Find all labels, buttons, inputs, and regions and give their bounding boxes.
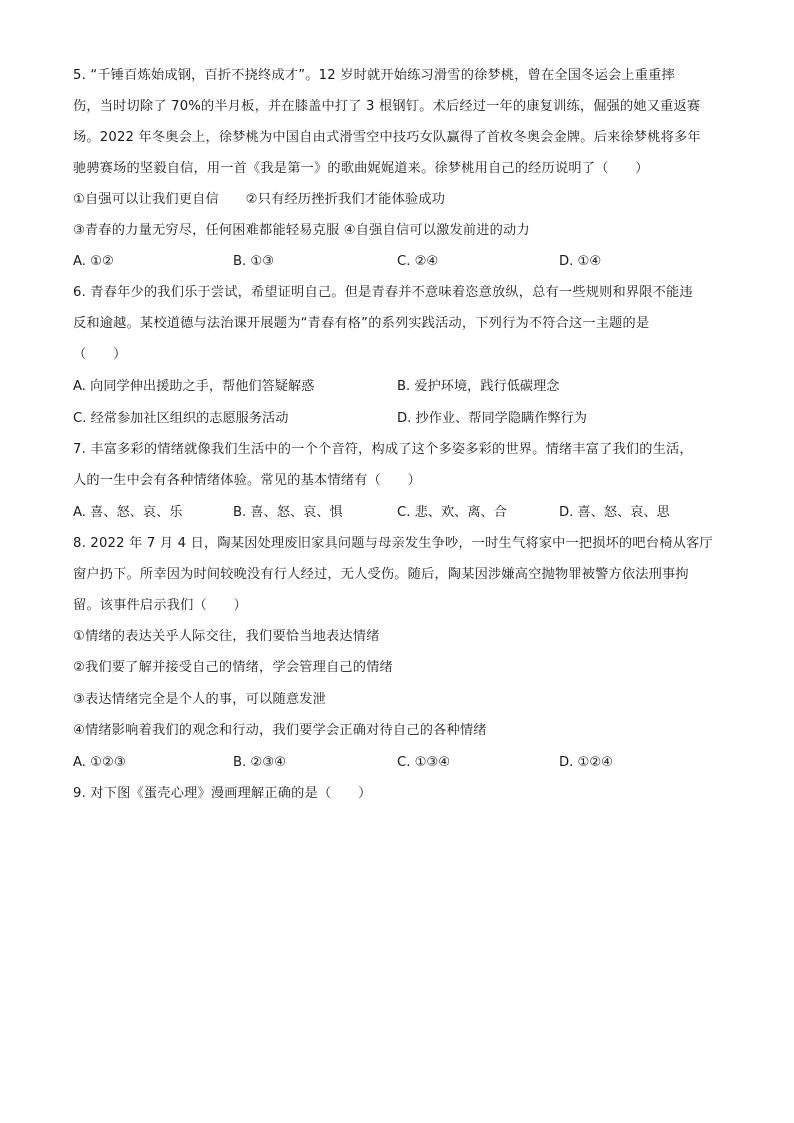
q5-option-a: A. ①② xyxy=(73,254,114,269)
q7-option-b: B. 喜、怒、哀、惧 xyxy=(233,505,343,520)
q5-stem-line-3: 场。2022 年冬奥会上，徐梦桃为中国自由式滑雪空中技巧女队赢得了首枚冬奥会金牌。后来徐梦桃将多年 xyxy=(73,130,701,145)
q8-stem-line-3: 留。该事件启示我们（ ） xyxy=(73,598,248,613)
q5-option-b: B. ①③ xyxy=(233,254,275,269)
q7-option-a: A. 喜、怒、哀、乐 xyxy=(73,505,183,520)
q8-statement-4: ④情绪影响着我们的观念和行动，我们要学会正确对待自己的各种情绪 xyxy=(73,723,487,738)
q8-option-d: D. ①②④ xyxy=(559,755,614,770)
q8-option-c: C. ①③④ xyxy=(397,755,451,770)
q6-option-d: D. 抄作业、帮同学隐瞒作弊行为 xyxy=(397,411,587,426)
q9-stem-line-1: 9. 对下图《蛋壳心理》漫画理解正确的是（ ） xyxy=(73,786,372,801)
q8-statement-1: ①情绪的表达关乎人际交往，我们要恰当地表达情绪 xyxy=(73,629,380,644)
q7-stem-line-2: 人的一生中会有各种情绪体验。常见的基本情绪有（ ） xyxy=(73,473,422,488)
q8-statement-3: ③表达情绪完全是个人的事，可以随意发泄 xyxy=(73,692,326,707)
q8-stem-line-1: 8. 2022 年 7 月 4 日，陶某因处理废旧家具问题与母亲发生争吵，一时生气将家中一把损坏的吧台椅从客厅 xyxy=(73,536,713,551)
q6-stem-line-3: （ ） xyxy=(73,347,127,362)
q5-option-c: C. ②④ xyxy=(397,254,439,269)
q8-stem-line-2: 窗户扔下。所幸因为时间较晚没有行人经过，无人受伤。随后，陶某因涉嫌高空抛物罪被警方依法刑事拘 xyxy=(73,567,689,582)
q5-stem-line-1: 5. “千锤百炼始成钢，百折不挠终成才”。12 岁时就开始练习滑雪的徐梦桃，曾在全国冬运会上重重摔 xyxy=(73,68,675,83)
q5-option-d: D. ①④ xyxy=(559,254,602,269)
q6-stem-line-1: 6. 青春年少的我们乐于尝试，希望证明自己。但是青春并不意味着恣意放纵，总有一些规则和界限不能违 xyxy=(73,285,693,300)
q6-option-a: A. 向同学伸出援助之手，帮他们答疑解惑 xyxy=(73,379,315,394)
q5-statement-line-1: ①自强可以让我们更自信 ②只有经历挫折我们才能体验成功 xyxy=(73,192,446,207)
q5-stem-line-2: 伤，当时切除了 70%的半月板，并在膝盖中打了 3 根钢钉。术后经过一年的康复训练，倔强的她又重返赛 xyxy=(73,99,701,114)
q8-option-b: B. ②③④ xyxy=(233,755,286,770)
q6-stem-line-2: 反和逾越。某校道德与法治课开展题为“青春有格”的系列实践活动，下列行为不符合这一主题的是 xyxy=(73,316,650,331)
q6-option-c: C. 经常参加社区组织的志愿服务活动 xyxy=(73,411,289,426)
q5-stem-line-4: 驰骋赛场的坚毅自信，用一首《我是第一》的歌曲娓娓道来。徐梦桃用自己的经历说明了（ ） xyxy=(73,161,649,176)
q6-option-b: B. 爱护环境，践行低碳理念 xyxy=(397,379,560,394)
q7-option-c: C. 悲、欢、离、合 xyxy=(397,505,507,520)
q7-option-d: D. 喜、怒、哀、思 xyxy=(559,505,670,520)
q8-statement-2: ②我们要了解并接受自己的情绪，学会管理自己的情绪 xyxy=(73,660,393,675)
q7-stem-line-1: 7. 丰富多彩的情绪就像我们生活中的一个个音符，构成了这个多姿多彩的世界。情绪丰富了我们的生活， xyxy=(73,442,693,457)
q5-statement-line-2: ③青春的力量无穷尽，任何困难都能轻易克服 ④自强自信可以激发前进的动力 xyxy=(73,223,530,238)
q8-option-a: A. ①②③ xyxy=(73,755,126,770)
